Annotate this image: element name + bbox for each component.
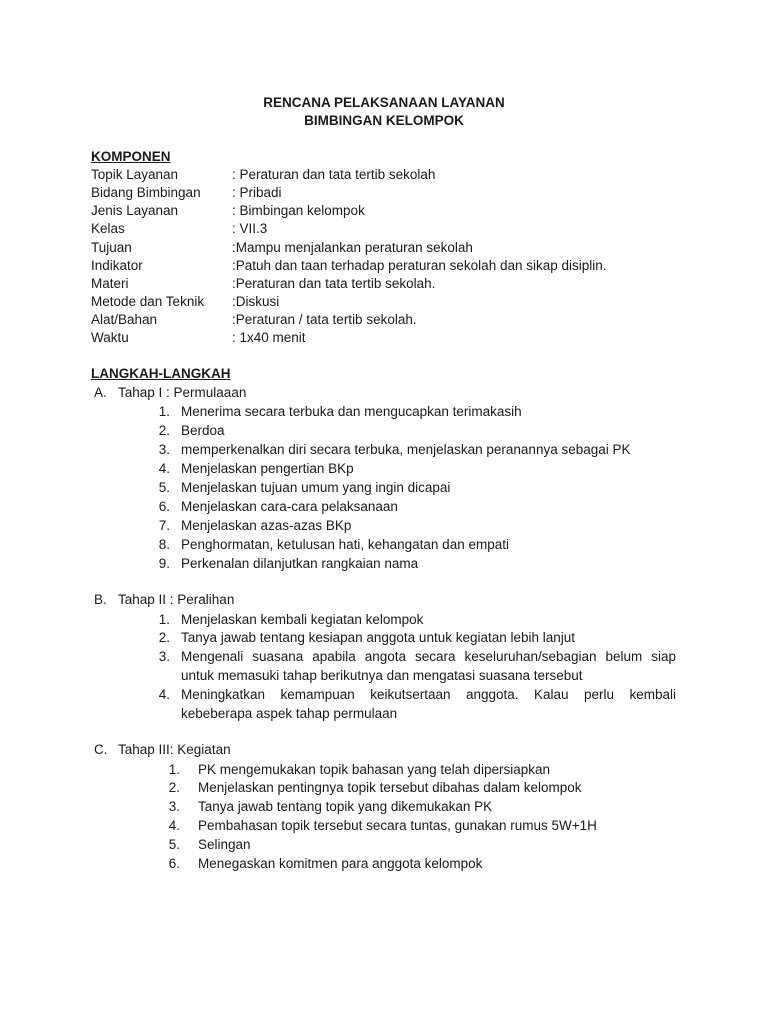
komponen-label: Metode dan Teknik — [91, 294, 205, 309]
list-item-number: 1. — [168, 762, 180, 777]
list-item: Mengenali suasana apabila angota secara keseluruhan/sebagian belum siap — [181, 649, 676, 664]
list-item: Menjelaskan cara-cara pelaksanaan — [181, 499, 398, 514]
list-item: Menjelaskan pengertian BKp — [181, 461, 354, 476]
komponen-value: : Peraturan dan tata tertib sekolah — [232, 167, 436, 182]
document-title-line2: BIMBINGAN KELOMPOK — [304, 113, 464, 128]
list-item: PK mengemukakan topik bahasan yang telah dipersiapkan — [198, 762, 550, 777]
list-item-number: 9. — [158, 556, 170, 571]
document-title-line1: RENCANA PELAKSANAAN LAYANAN — [263, 95, 505, 110]
list-item: Penghormatan, ketulusan hati, kehangatan dan empati — [181, 537, 509, 552]
list-item-number: 3. — [158, 649, 170, 664]
list-item-number: 2. — [158, 630, 170, 645]
komponen-label: Jenis Layanan — [91, 203, 179, 218]
list-item: Menjelaskan tujuan umum yang ingin dicapai — [181, 480, 451, 495]
komponen-value: :Patuh dan taan terhadap peraturan sekolah dan sikap disiplin. — [232, 258, 607, 273]
langkah-heading: LANGKAH-LANGKAH — [91, 366, 231, 381]
list-item: Tanya jawab tentang topik yang dikemukakan PK — [198, 799, 493, 814]
komponen-label: Tujuan — [91, 240, 132, 255]
list-item-number: 5. — [168, 837, 180, 852]
list-item-number: 6. — [168, 856, 180, 871]
tahap-letter: C. — [94, 742, 108, 757]
list-item-number: 6. — [158, 499, 170, 514]
komponen-value: :Peraturan dan tata tertib sekolah. — [232, 276, 436, 291]
komponen-label: Materi — [91, 276, 129, 291]
komponen-heading: KOMPONEN — [91, 149, 171, 164]
tahap-title: Tahap I : Permulaaan — [118, 385, 247, 400]
list-item-number: 5. — [158, 480, 170, 495]
list-item-number: 4. — [158, 687, 170, 702]
list-item: Meningkatkan kemampuan keikutsertaan anggota. Kalau perlu kembali — [181, 687, 676, 702]
list-item: Menjelaskan azas-azas BKp — [181, 518, 352, 533]
tahap-letter: B. — [94, 592, 107, 607]
list-item-number: 1. — [158, 612, 170, 627]
komponen-label: Kelas — [91, 221, 125, 236]
list-item: memperkenalkan diri secara terbuka, menjelaskan peranannya sebagai PK — [181, 442, 631, 457]
komponen-value: :Peraturan / tata tertib sekolah. — [232, 312, 417, 327]
list-item: Menegaskan komitmen para anggota kelompok — [198, 856, 483, 871]
komponen-label: Indikator — [91, 258, 143, 273]
list-item-continuation: untuk memasuki tahap berikutnya dan mengatasi suasana tersebut — [181, 668, 583, 683]
komponen-value: : 1x40 menit — [232, 330, 306, 345]
list-item: Selingan — [198, 837, 251, 852]
komponen-value: :Diskusi — [232, 294, 280, 309]
tahap-letter: A. — [94, 385, 107, 400]
komponen-value: : Bimbingan kelompok — [232, 203, 365, 218]
komponen-value: : Pribadi — [232, 185, 282, 200]
list-item-number: 8. — [158, 537, 170, 552]
list-item-number: 2. — [168, 780, 180, 795]
list-item-number: 4. — [168, 818, 180, 833]
list-item-number: 7. — [158, 518, 170, 533]
list-item: Menerima secara terbuka dan mengucapkan terimakasih — [181, 404, 522, 419]
list-item-number: 4. — [158, 461, 170, 476]
komponen-label: Topik Layanan — [91, 167, 179, 182]
list-item: Perkenalan dilanjutkan rangkaian nama — [181, 556, 419, 571]
komponen-value: : VII.3 — [232, 221, 268, 236]
komponen-value: :Mampu menjalankan peraturan sekolah — [232, 240, 473, 255]
list-item-number: 3. — [158, 442, 170, 457]
list-item: Menjelaskan pentingnya topik tersebut dibahas dalam kelompok — [198, 780, 582, 795]
list-item: Tanya jawab tentang kesiapan anggota untuk kegiatan lebih lanjut — [181, 630, 576, 645]
komponen-label: Bidang Bimbingan — [91, 185, 201, 200]
komponen-label: Alat/Bahan — [91, 312, 158, 327]
list-item-number: 2. — [158, 423, 170, 438]
tahap-title: Tahap II : Peralihan — [118, 592, 235, 607]
list-item-continuation: kebeberapa aspek tahap permulaan — [181, 706, 398, 721]
list-item-number: 1. — [158, 404, 170, 419]
list-item: Berdoa — [181, 423, 225, 438]
list-item: Menjelaskan kembali kegiatan kelompok — [181, 612, 424, 627]
tahap-title: Tahap III: Kegiatan — [118, 742, 231, 757]
list-item-number: 3. — [168, 799, 180, 814]
list-item: Pembahasan topik tersebut secara tuntas, gunakan rumus 5W+1H — [198, 818, 597, 833]
komponen-label: Waktu — [91, 330, 129, 345]
